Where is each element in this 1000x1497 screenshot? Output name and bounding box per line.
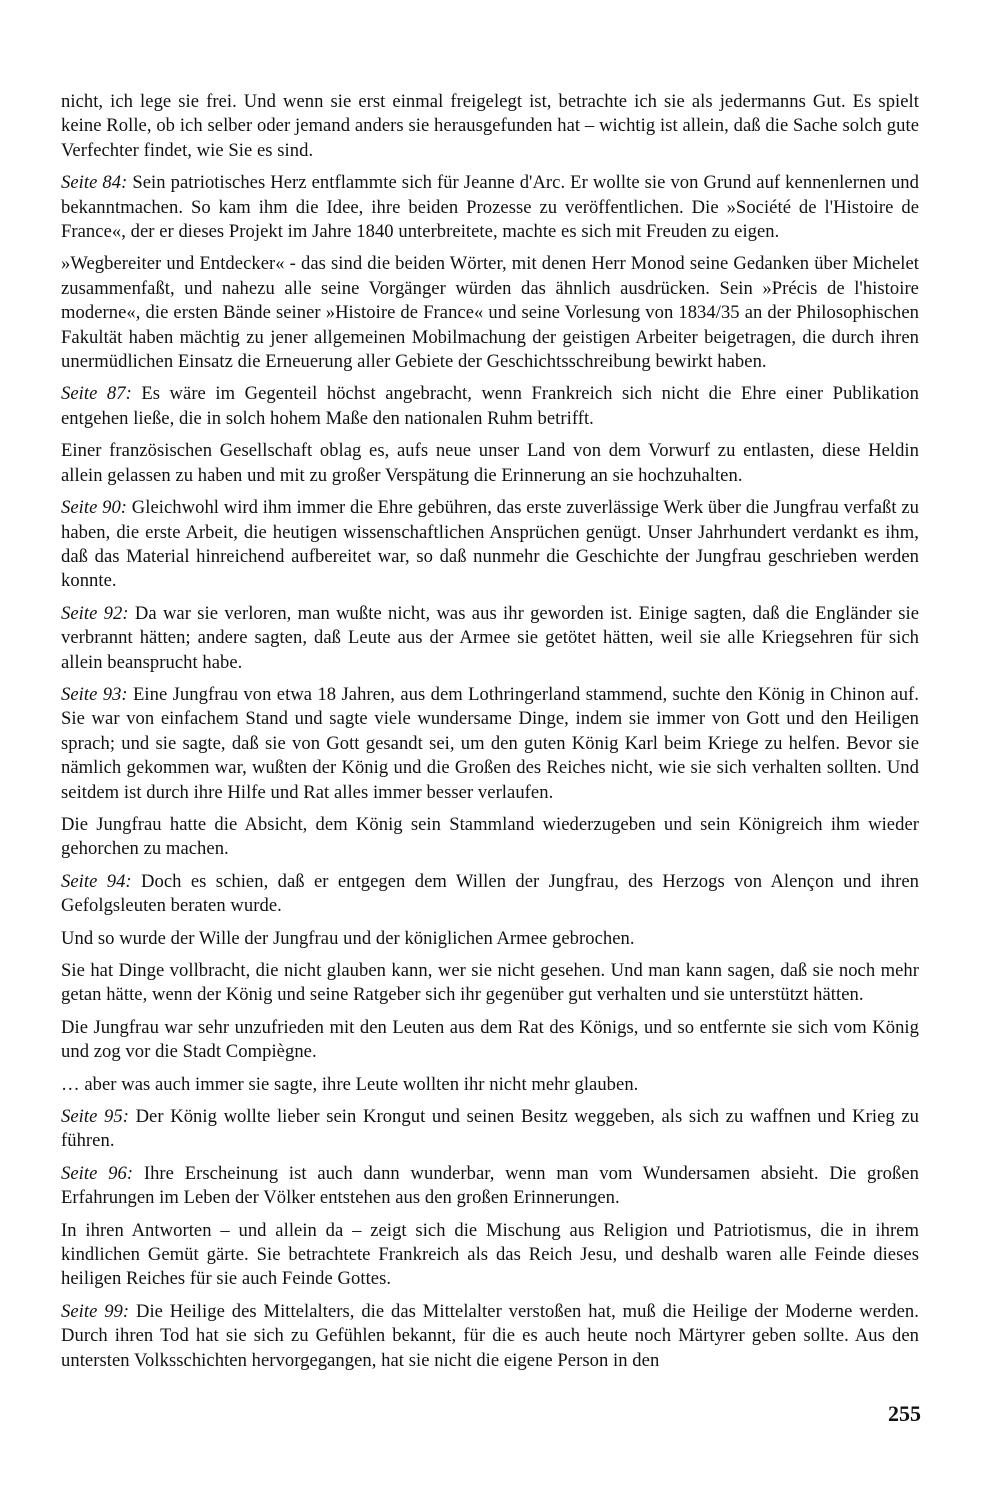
paragraph-text: Ihre Erscheinung ist auch dann wunderbar, wenn man vom Wundersamen absieht. Die großen Erfahrungen im Leben der Völker entstehen aus den großen Erinnerungen. [61,1162,919,1209]
paragraph [61,496,919,594]
paragraph-text: Die Jungfrau hatte die Absicht, dem König sein Stammland wiederzugeben und sein Königreich ihm wieder gehorchen zu machen. [61,813,919,860]
paragraph [61,683,919,805]
paragraph-text: Eine Jungfrau von etwa 18 Jahren, aus dem Lothringerland stammend, suchte den König in Chinon auf. Sie war von einfachem Stand und sagte viele wundersame Dinge, indem sie immer von Gott und den Heiligen sprach; und sie sagte, daß sie von Gott gesandt sei, um den guten König Karl beim Kriege zu helfen. Bevor sie nämlich gekommen war, wußten der König und die Großen des Reiches nicht, wie sie sich verhalten sollten. Und seitdem ist durch ihre Hilfe und Rat alles immer besser verlaufen. [61,683,919,803]
page-reference: Seite 84: [61,172,128,194]
paragraph [61,90,919,163]
paragraph-text: Einer französischen Gesellschaft oblag es, aufs neue unser Land von dem Vorwurf zu entlasten, diese Heldin allein gelassen zu haben und mit zu großer Verspätung die Erinnerung an sie hochzuhalten. [61,440,919,486]
paragraph [61,602,919,675]
page-number: 255 [888,1401,921,1426]
paragraph-text: Sie hat Dinge vollbracht, die nicht glauben kann, wer sie nicht gesehen. Und man kann sagen, daß sie noch mehr getan hätte, wenn der König und seine Ratgeber sich ihr gegenüber gut verhalten und sie unterstützt hätten. [61,960,919,1006]
paragraph [61,813,919,862]
paragraph [61,870,919,919]
body-text [61,90,919,1381]
paragraph-text: Und so wurde der Wille der Jungfrau und der königlichen Armee gebrochen. [61,927,635,949]
paragraph-text: Sein patriotisches Herz entflammte sich für Jeanne d'Arc. Er wollte sie von Grund auf kennenlernen und bekanntmachen. So kam ihm die Idee, ihre beiden Prozesse zu veröffentlichen. Die »Société de l'Histoire de France«, der er dieses Projekt im Jahre 1840 unterbreitete, machte es sich mit Freuden zu eigen. [61,172,919,243]
paragraph-text: In ihren Antworten – und allein da – zeigt sich die Mischung aus Religion und Patriotismus, die in ihrem kindlichen Gemüt gärte. Sie betrachtete Frankreich als das Reich Jesu, und deshalb waren alle Feinde dieses heiligen Reiches für sie auch Feinde Gottes. [61,1219,919,1290]
paragraph [61,1300,919,1373]
page-reference: Seite 94: [61,870,132,892]
page-reference: Seite 87: [61,383,132,405]
paragraph [61,927,919,951]
paragraph-text: Der König wollte lieber sein Krongut und seinen Besitz weggeben, als sich zu waffnen und Krieg zu führen. [61,1106,919,1152]
paragraph [61,439,919,488]
page-reference: Seite 93: [61,683,128,705]
paragraph [61,171,919,244]
paragraph [61,1016,919,1065]
paragraph [61,1105,919,1154]
paragraph [61,1219,919,1292]
paragraph-text: »Wegbereiter und Entdecker« - das sind die beiden Wörter, mit denen Herr Monod seine Gedanken über Michelet zusammenfaßt, und nahezu alle seine Vorgänger würden das ähnlich ausdrücken. Sein »Précis de l'histoire moderne«, die ersten Bände seiner »Histoire de France« und seine Vorlesung von 1834/35 an der Philosophischen Fakultät haben mächtig zu jener allgemeinen Mobilmachung der geistigen Arbeiter beigetragen, die durch ihren unermüdlichen Einsatz die Erneuerung aller Gebiete der Geschichtsschreibung bewirkt haben. [61,253,919,373]
page-reference: Seite 92: [61,602,129,624]
paragraph-text: Die Heilige des Mittelalters, die das Mittelalter verstoßen hat, muß die Heilige der Moderne werden. Durch ihren Tod hat sie sich zu Gefühlen bekannt, für die es auch heute noch Märtyrer geben sollte. Aus den untersten Volksschichten hervorgegangen, hat sie nicht die eigene Person in den [61,1300,919,1371]
page-reference: Seite 95: [61,1106,129,1128]
page-reference: Seite 99: [61,1300,130,1322]
paragraph-text: Gleichwohl wird ihm immer die Ehre gebühren, das erste zuverlässige Werk über die Jungfrau verfaßt zu haben, die erste Arbeit, die heutigen wissenschaftlichen Ansprüchen genügt. Unser Jahrhundert verdankt es ihm, daß das Material hinreichend aufbereitet war, so daß nunmehr die Geschichte der Jungfrau geschrieben werden konnte. [61,497,919,592]
paragraph [61,252,919,374]
paragraph-text: Die Jungfrau war sehr unzufrieden mit den Leuten aus dem Rat des Königs, und so entfernte sie sich vom König und zog vor die Stadt Compiègne. [61,1016,919,1063]
paragraph [61,382,919,431]
paragraph-text: Doch es schien, daß er entgegen dem Willen der Jungfrau, des Herzogs von Alençon und ihren Gefolgsleuten beraten wurde. [61,870,919,917]
page-reference: Seite 96: [61,1162,134,1184]
paragraph-text: Da war sie verloren, man wußte nicht, was aus ihr geworden ist. Einige sagten, daß die Engländer sie verbrannt hätten; andere sagten, daß Leute aus der Armee sie getötet hätten, weil sie alle Kriegsehren für sich allein beansprucht habe. [61,602,920,673]
paragraph [61,1073,919,1097]
paragraph [61,959,919,1008]
paragraph [61,1162,919,1211]
paragraph-text: … aber was auch immer sie sagte, ihre Leute wollten ihr nicht mehr glauben. [61,1073,639,1095]
paragraph-text: nicht, ich lege sie frei. Und wenn sie erst einmal freigelegt ist, betrachte ich sie als jedermanns Gut. Es spielt keine Rolle, ob ich selber oder jemand anders sie herausgefunden hat – wichtig ist allein, daß die Sache solch gute Verfechter findet, wie Sie es sind. [61,91,919,161]
paragraph-text: Es wäre im Gegenteil höchst angebracht, wenn Frankreich sich nicht die Ehre einer Publikation entgehen ließe, die in solch hohem Maße den nationalen Ruhm betrifft. [61,383,919,429]
page-reference: Seite 90: [61,497,128,519]
